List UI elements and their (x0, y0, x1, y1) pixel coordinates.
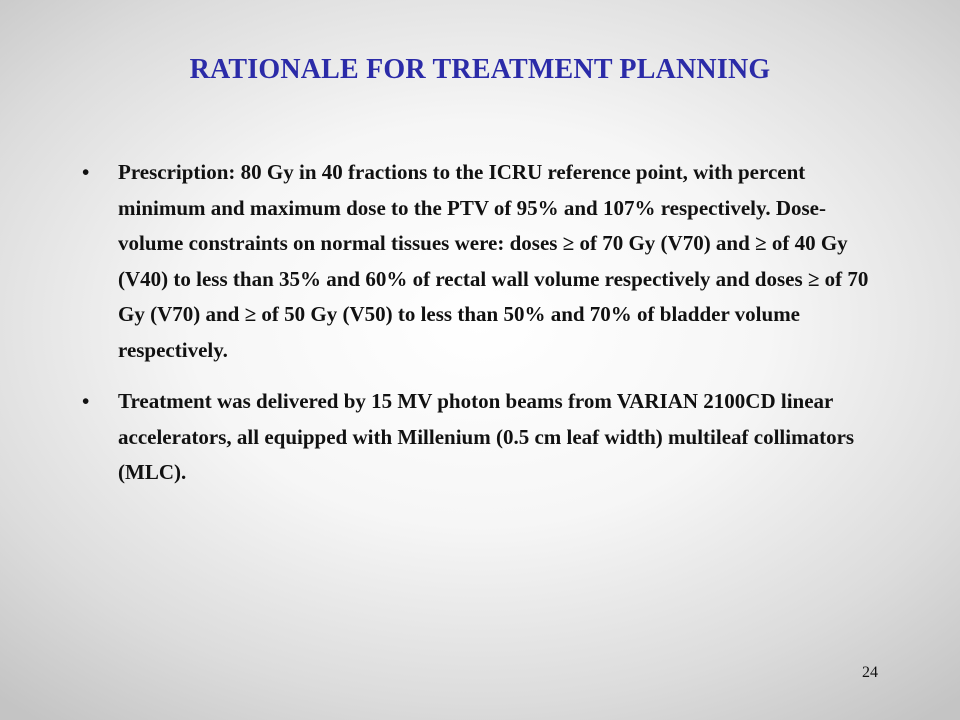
bullet-item-prescription (82, 155, 872, 368)
slide-title: RATIONALE FOR TREATMENT PLANNING (189, 54, 771, 85)
bullet-text-treatment-delivery: Treatment was delivered by 15 MV photon beams from VARIAN 2100CD linear accelerators, all equipped with Millenium (0.5 cm leaf width) multileaf collimators (MLC). (118, 389, 855, 484)
bullet-item-treatment-delivery (82, 384, 872, 491)
bullet-icon: • (82, 389, 90, 413)
bullet-icon: • (82, 160, 90, 184)
page-number: 24 (862, 664, 878, 681)
bullet-text-prescription: Prescription: 80 Gy in 40 fractions to the ICRU reference point, with percent minimum and maximum dose to the PTV of 95% and 107% respectively. Dose-volume constraints on normal tissues were: doses ≥ of 70 Gy (V70) and ≥ of 40 Gy (V40) to less than 35% and 60% of rectal wall volume respectively and doses ≥ of 70 Gy (V70) and ≥ of 50 Gy (V50) to less than 50% and 70% of bladder volume respectively. (118, 160, 869, 362)
bullet-list (82, 155, 872, 507)
